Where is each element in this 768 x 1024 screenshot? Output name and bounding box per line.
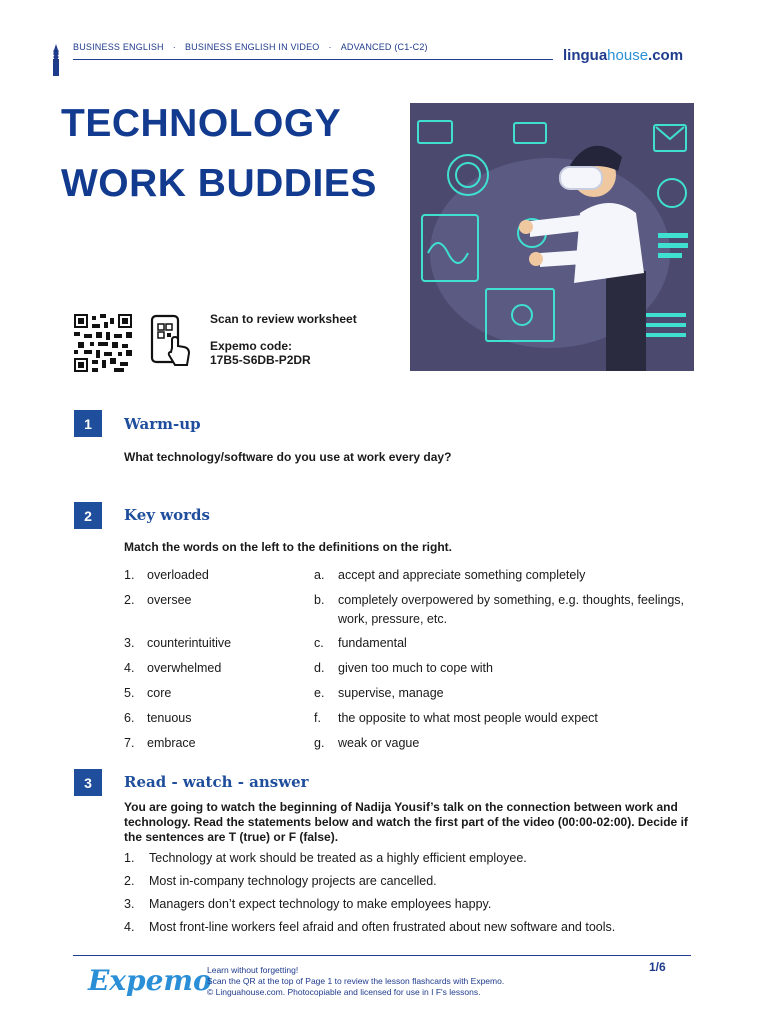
vocabulary-matching-list	[124, 566, 694, 759]
word-number: 6.	[124, 711, 135, 725]
expemo-code: 17B5-S6DB-P2DR	[210, 353, 311, 367]
footer-text	[207, 965, 504, 998]
word: embrace	[147, 736, 196, 750]
statement-item	[124, 874, 694, 897]
breadcrumb-separator: ·	[328, 42, 332, 52]
word: oversee	[147, 593, 192, 607]
section-title-read-watch-answer: Read - watch - answer	[124, 773, 309, 791]
vocab-row	[124, 591, 694, 634]
section-title-warm-up: Warm-up	[124, 415, 201, 433]
brand-main: lingua	[563, 47, 608, 64]
section-number-2: 2	[74, 502, 102, 529]
statement-item	[124, 897, 694, 920]
vocab-row	[124, 634, 694, 659]
statement-text: Most in-company technology projects are cancelled.	[149, 874, 437, 888]
definition-letter: f.	[314, 711, 321, 725]
definition: given too much to cope with	[338, 661, 493, 675]
breadcrumb-item[interactable]: BUSINESS ENGLISH IN VIDEO	[184, 42, 320, 52]
statement-number: 1.	[124, 851, 135, 865]
word-number: 1.	[124, 568, 135, 582]
big-ben-icon	[50, 44, 62, 76]
warm-up-question: What technology/software do you use at work every day?	[124, 450, 452, 464]
definition: fundamental	[338, 636, 407, 650]
qr-code-icon[interactable]	[74, 314, 132, 372]
vocab-row	[124, 734, 694, 759]
section-title-key-words: Key words	[124, 506, 210, 524]
vocab-row	[124, 684, 694, 709]
definition-letter: b.	[314, 593, 325, 607]
statement-text: Managers don’t expect technology to make employees happy.	[149, 897, 492, 911]
brand-logo[interactable]	[563, 47, 683, 64]
word-number: 3.	[124, 636, 135, 650]
brand-tld: .com	[648, 47, 684, 64]
breadcrumb	[73, 42, 428, 52]
definition: completely overpowered by something, e.g. thoughts, feelings, work, pressure, etc.	[338, 593, 685, 626]
word-number: 7.	[124, 736, 135, 750]
word: counterintuitive	[147, 636, 232, 650]
definition-letter: c.	[314, 636, 324, 650]
statement-item	[124, 851, 694, 874]
footer-divider	[73, 955, 691, 956]
scan-info	[210, 312, 357, 380]
vocab-row	[124, 709, 694, 734]
word: overloaded	[147, 568, 209, 582]
title-line-1: TECHNOLOGY	[61, 102, 342, 145]
true-false-statements	[124, 851, 694, 943]
word-number: 4.	[124, 661, 135, 675]
vocab-row	[124, 566, 694, 591]
statement-number: 4.	[124, 920, 135, 934]
section-number-1: 1	[74, 410, 102, 437]
breadcrumb-item[interactable]: BUSINESS ENGLISH	[73, 42, 164, 52]
statement-number: 3.	[124, 897, 135, 911]
title-line-2: WORK BUDDIES	[61, 162, 377, 205]
statement-text: Technology at work should be treated as a highly efficient employee.	[149, 851, 527, 865]
page-number: 1/6	[649, 960, 666, 974]
vocab-row	[124, 659, 694, 684]
definition: the opposite to what most people would expect	[338, 711, 598, 725]
key-words-instruction: Match the words on the left to the definitions on the right.	[124, 540, 452, 554]
word-number: 5.	[124, 686, 135, 700]
brand-accent: house	[607, 47, 649, 64]
expemo-code-label: Expemo code:	[210, 339, 293, 353]
definition: weak or vague	[338, 736, 420, 750]
read-watch-instruction: You are going to watch the beginning of Nadija Yousif’s talk on the connection between work and technology. Read the statements below and watch the first part of the video (00:00-02:00). Decide if the sentences are T (true) or F (false).	[124, 800, 688, 844]
phone-scan-icon	[150, 314, 192, 372]
footer-scan-note: Scan the QR at the top of Page 1 to review the lesson flashcards with Expemo.	[207, 976, 505, 986]
footer-copyright: © Linguahouse.com. Photocopiable and licensed for use in I F's lessons.	[207, 987, 481, 997]
word: overwhelmed	[147, 661, 222, 675]
header-divider	[73, 59, 553, 60]
statement-number: 2.	[124, 874, 135, 888]
word: core	[147, 686, 172, 700]
definition: accept and appreciate something completely	[338, 568, 586, 582]
vr-illustration	[410, 103, 694, 371]
statement-text: Most front-line workers feel afraid and often frustrated about new software and tools.	[149, 920, 616, 934]
word-number: 2.	[124, 593, 135, 607]
section-number-3: 3	[74, 769, 102, 796]
definition-letter: g.	[314, 736, 325, 750]
scan-instruction: Scan to review worksheet	[210, 312, 357, 326]
definition-letter: a.	[314, 568, 325, 582]
page-title	[61, 94, 377, 214]
definition: supervise, manage	[338, 686, 444, 700]
definition-letter: e.	[314, 686, 325, 700]
breadcrumb-item[interactable]: ADVANCED (C1-C2)	[340, 42, 428, 52]
word: tenuous	[147, 711, 192, 725]
breadcrumb-separator: ·	[172, 42, 176, 52]
statement-item	[124, 920, 694, 943]
definition-letter: d.	[314, 661, 325, 675]
footer-tagline: Learn without forgetting!	[207, 965, 299, 975]
expemo-logo[interactable]: Expemo	[88, 964, 212, 997]
